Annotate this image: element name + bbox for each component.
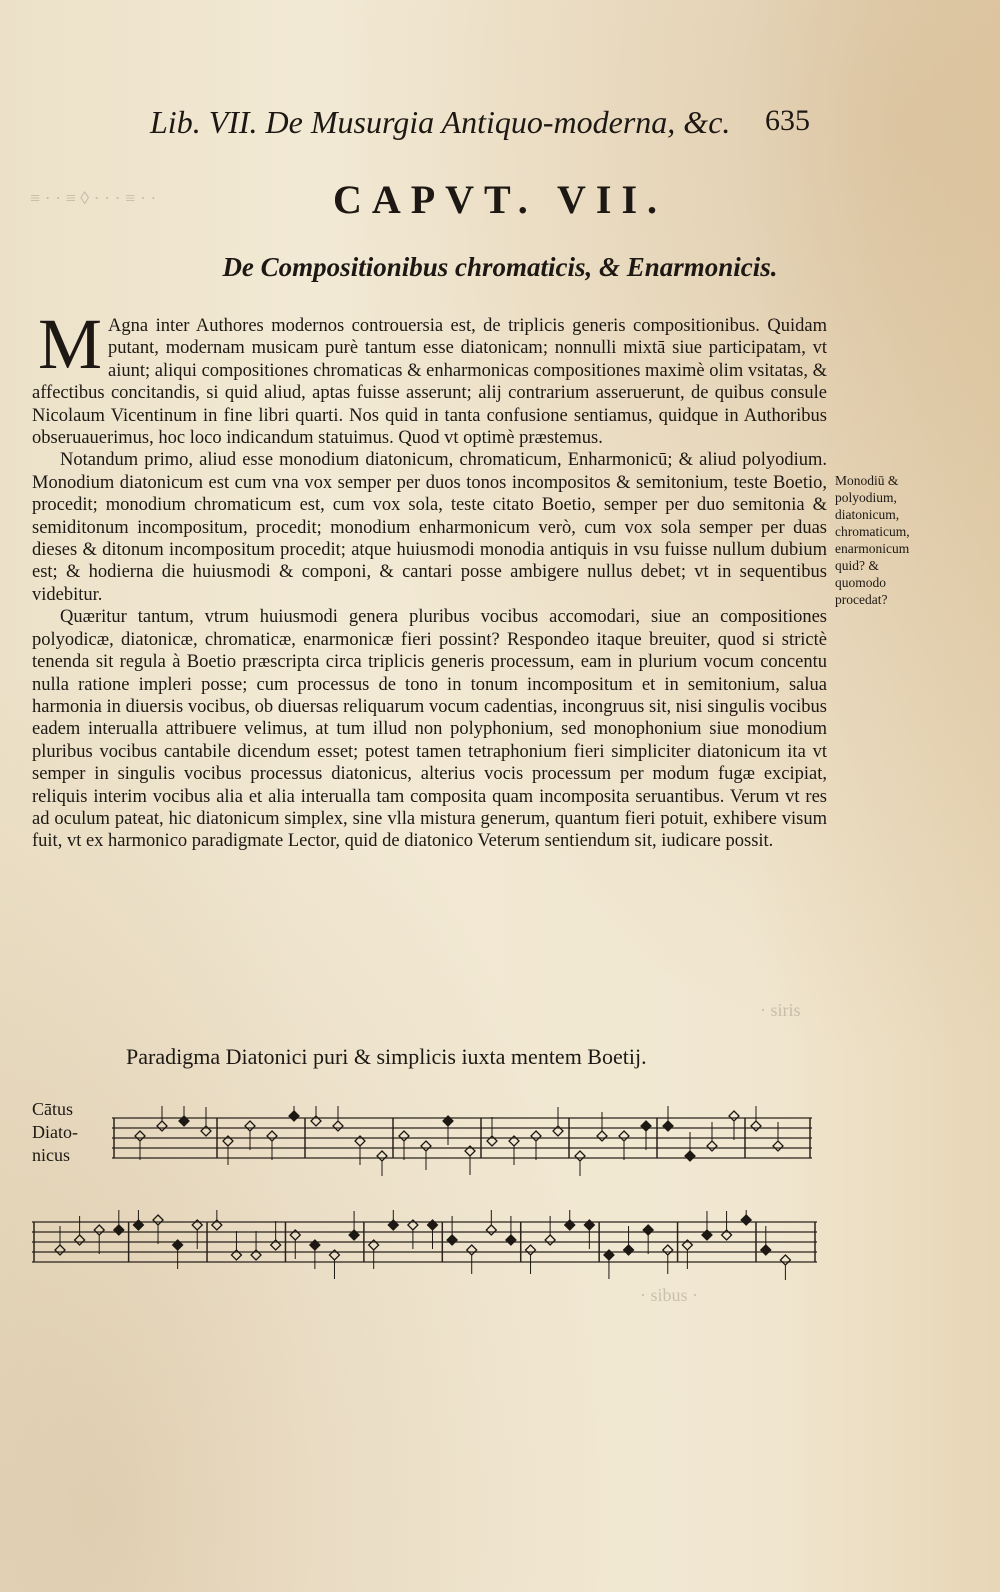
music-staff-2 (32, 1210, 822, 1280)
staff1-note (421, 1141, 431, 1151)
staff2-note (741, 1215, 751, 1225)
staff-label-line-1: Cātus (32, 1099, 74, 1119)
staff2-note (643, 1225, 653, 1235)
chapter-title: CAPVT. VII. (332, 177, 668, 222)
staff2-note (75, 1235, 85, 1245)
paragraph-1-text: Agna inter Authores modernos controuersia est, de triplicis generis compositionibus. Quidam putant, modernam musicam purè tantum esse diatonicam; nonnulli mixtā siue participatam, vt aiunt; aliqui compositiones chromaticas & enharmonicas compositiones maximè olim vsitatas, & affectibus concitandis, si quid aliud, aptas fuisse asserunt; alij contrarium asseruerunt, de quibus consule Nicolaum Vicentinum in fine libri quarti. Nos quid in tanta confusione sentiamus, quidque in Authoribus obseruauerimus, hoc loco indicandum statuimus. Quod vt optimè præstemus. (32, 316, 827, 449)
staff2-note (624, 1245, 634, 1255)
staff2-note (486, 1225, 496, 1235)
staff2-note (545, 1235, 555, 1245)
body-text (32, 304, 827, 853)
bleed-through-text-2: · siris (760, 1000, 801, 1020)
staff2-note (447, 1235, 457, 1245)
staff-label-line-3: nicus (32, 1145, 70, 1165)
page-number: 635 (765, 104, 810, 137)
paragraph-2: Notandum primo, aliud esse monodium diatonicum, chromaticum, Enharmonicū; & aliud polyodium. Monodium diatonicum est cum vna vox semper per duos tonos incompositos & semitonium, teste Boetio, procedit; monodium chromaticum est, cum vox sola, teste citato Boetio, semper per duo semitonia & semiditonum incompositum, procedit; monodium enharmonicum verò, cum vox sola semper per duas dieses & ditonum incompositum procedit; atque huiusmodi monodia antiquis in vsu fuisse nullum dubium est; & hodierna die huiusmodi & componi, & cantari posse ambigere nullus debet; vt in sequentibus videbitur. (32, 450, 827, 605)
staff1-note (245, 1121, 255, 1131)
staff1-note (707, 1141, 717, 1151)
staff1-note (751, 1121, 761, 1131)
staff1-note (685, 1151, 695, 1161)
chapter-subtitle: De Compositionibus chromaticis, & Enarmonicis. (222, 252, 778, 282)
staff2-note (761, 1245, 771, 1255)
staff2-note (94, 1225, 104, 1235)
staff1-note (531, 1131, 541, 1141)
staff2-note (467, 1245, 477, 1255)
staff1-note (663, 1121, 673, 1131)
staff2-note (506, 1235, 516, 1245)
paragraph-1 (32, 304, 827, 449)
staff1-note (641, 1121, 651, 1131)
staff-label-line-2: Diato- (32, 1122, 78, 1142)
staff1-note (729, 1111, 739, 1121)
staff1-note (399, 1131, 409, 1141)
staff2-note (153, 1215, 163, 1225)
staff1-note (773, 1141, 783, 1151)
staff1-note (575, 1151, 585, 1161)
paragraph-3: Quæritur tantum, vtrum huiusmodi genera pluribus vocibus accomodari, siue an compositiones polyodicæ, diatonicæ, chromaticæ, enarmonicæ fieri possint? Respondeo itaque breuiter, quod si strictè tenenda sit regula à Boetio præscripta circa triplicis generis processum, eam in plurium vocum concentu nulla ratione impleri posse; cum processus de tono in tonum incompositum et in semitonium, salua harmonia in diuersis vocibus, ob diuersas reliquarum vocum cadentias, incongruus sit, nisi singulis vocibus eadem interualla attribuere velimus, at tum illud non polyphonium, sed monophonium siue monodium pluribus vocibus cantabile dicendum esset; potest tamen tetraphonium fieri simpliciter diatonicum ita vt semper in singulis vocibus processus diatonicus, alterius vocis processum per modum fugæ excipiat, reliquis interim vocibus alia et alia interualla tam composita quam incomposita seruantibus. Verum vt res ad oculum pateat, hic diatonicum simplex, sine vlla mistura generum, quantum fieri potuit, exhibere visum fuit, vt ex harmonico paradigmate Lector, quid de diatonico Veterum sentiendum sit, iudicare possit. (32, 607, 827, 852)
paradigm-title: Paradigma Diatonici puri & simplicis iuxta mentem Boetij. (126, 1044, 647, 1069)
running-title: Lib. VII. De Musurgia Antiquo-moderna, &c. (150, 104, 731, 140)
staff2-note (780, 1255, 790, 1265)
staff1-note (333, 1121, 343, 1131)
staff1-note (619, 1131, 629, 1141)
running-header (150, 104, 810, 144)
staff1-note (157, 1121, 167, 1131)
staff1-note (289, 1111, 299, 1121)
staff1-note (377, 1151, 387, 1161)
staff1-note (135, 1131, 145, 1141)
staff2-note (114, 1225, 124, 1235)
staff1-note (597, 1131, 607, 1141)
bleed-through-text-3: · sibus · (640, 1285, 698, 1305)
margin-note: Monodiū & polyodium, diatonicum, chromaticum, enarmonicum quid? & quomodo procedat? (835, 473, 910, 607)
staff2-note (526, 1245, 536, 1255)
music-staff-1 (112, 1106, 820, 1176)
drop-cap: M (38, 304, 103, 384)
staff2-note (55, 1245, 65, 1255)
staff1-note (267, 1131, 277, 1141)
staff2-note (663, 1245, 673, 1255)
bleed-through-text: ≡ · · ≡ ◊ · · · ≡ · · (30, 188, 157, 208)
staff-label (32, 1098, 112, 1167)
